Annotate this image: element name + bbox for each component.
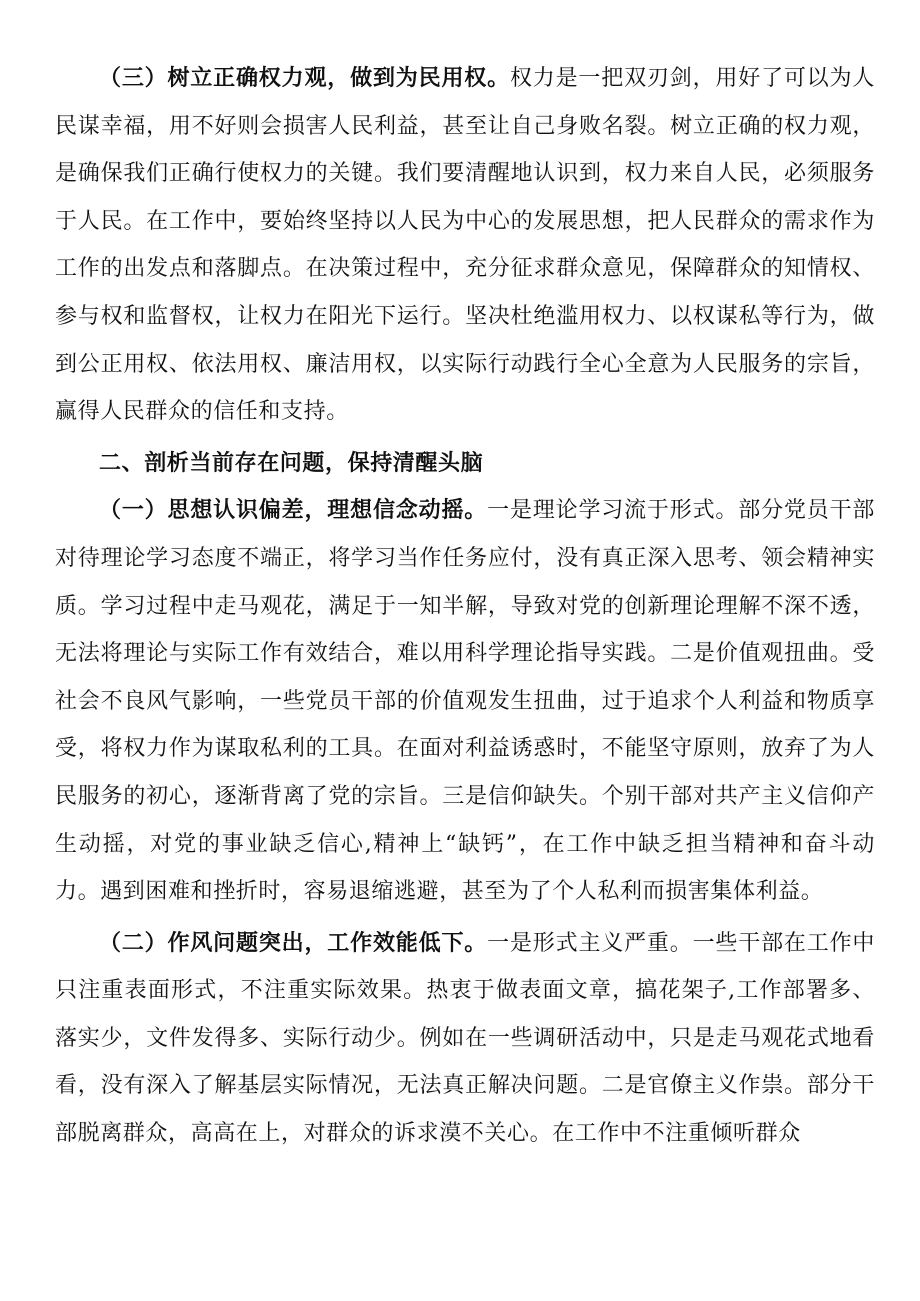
paragraph-text: 一是形式主义严重。一些干部在工作中只注重表面形式，不注重实际效果。热衷于做表面文章，搞花架子,工作部署多、落实少，文件发得多、实际行动少。例如在一些调研活动中，只是走马观花式地看看，没有深入了解基层实际情况，无法真正解决问题。二是官僚主义作祟。部分干部脱离群众，高高在上，对群众的诉求漠不关心。在工作中不注重倾听群众 [55, 930, 876, 1147]
paragraph-work-style [55, 920, 875, 1158]
paragraph-lead-title: （一）思想认识偏差，理想信念动摇。 [99, 497, 488, 524]
paragraph-power-view [55, 55, 875, 436]
paragraph-lead-title: （二）作风问题突出，工作效能低下。 [99, 929, 488, 956]
paragraph-lead-title: （三）树立正确权力观，做到为民用权。 [99, 65, 510, 91]
paragraph-text: 一是理论学习流于形式。部分党员干部对待理论学习态度不端正，将学习当作任务应付，没有真正深入思考、领会精神实质。学习过程中走马观花，满足于一知半解，导致对党的创新理论理解不深不透，无法将理论与实际工作有效结合，难以用科学理论指导实践。二是价值观扭曲。受社会不良风气影响，一些党员干部的价值观发生扭曲，过于追求个人利益和物质享受，将权力作为谋取私利的工具。在面对利益诱惑时，不能坚守原则，放弃了为人民服务的初心，逐渐背离了党的宗旨。三是信仰缺失。个别干部对共产主义信仰产生动摇，对党的事业缺乏信心,精神上“缺钙”，在工作中缺乏担当精神和奋斗动力。遇到困难和挫折时，容易退缩逃避，甚至为了个人私利而损害集体利益。 [55, 498, 876, 905]
paragraph-thinking-deviation [55, 487, 875, 915]
section-heading: 二、剖析当前存在问题，保持清醒头脑 [99, 450, 484, 476]
paragraph-text: 权力是一把双刃剑，用好了可以为人民谋幸福，用不好则会损害人民利益，甚至让自己身败名裂。树立正确的权力观，是确保我们正确行使权力的关键。我们要清醒地认识到，权力来自人民，必须服务于人民。在工作中，要始终坚持以人民为中心的发展思想，把人民群众的需求作为工作的出发点和落脚点。在决策过程中，充分征求群众意见，保障群众的知情权、参与权和监督权，让权力在阳光下运行。坚决杜绝滥用权力、以权谋私等行为，做到公正用权、依法用权、廉洁用权，以实际行动践行全心全意为人民服务的宗旨，赢得人民群众的信任和支持。 [55, 66, 875, 425]
document-body [55, 55, 875, 1158]
